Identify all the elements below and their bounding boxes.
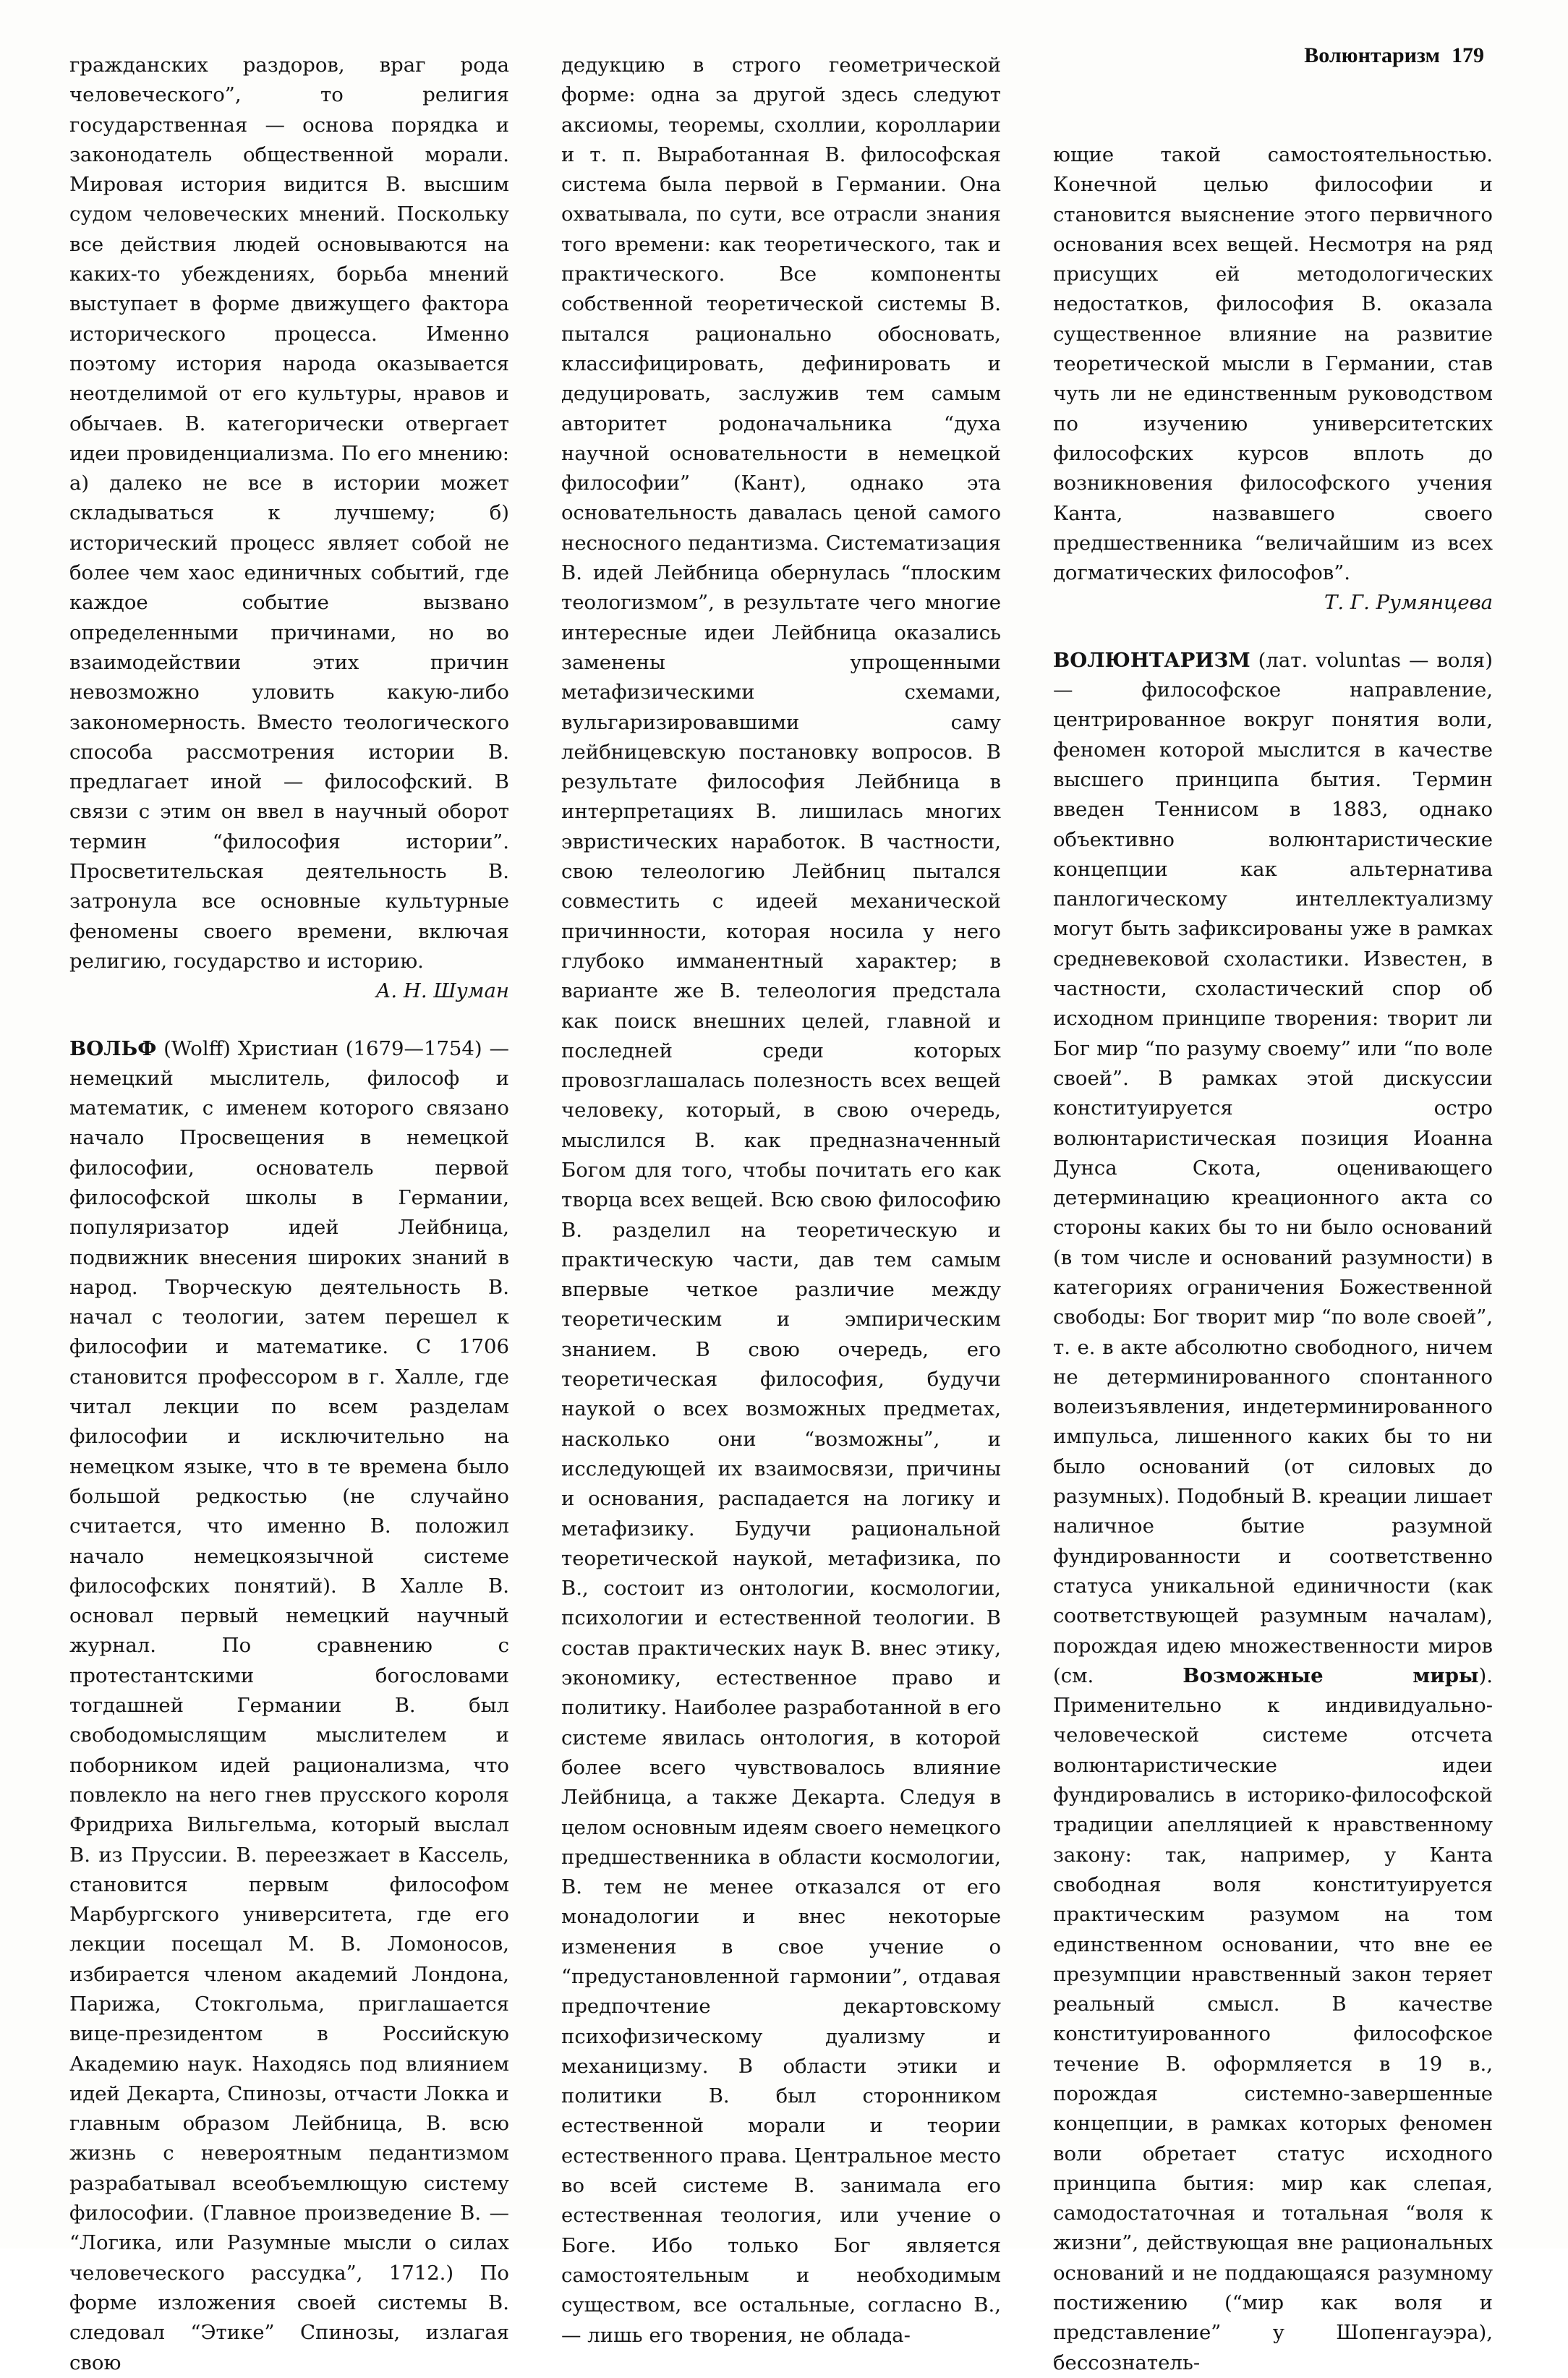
column-3 <box>1053 140 1493 2378</box>
entry-gap <box>69 1007 509 1034</box>
entry-text-continued: ). Применительно к индивидуально-человеческой системе отсчета волюнтаристические идеи фундировались в историко-философской традиции апелляцией к нравственному закону: так, например, у Канта свободная воля конституируется практическим разумом на том единственном основании, что вне ее презумпции нравственный закон теряет реальный смысл. В качестве конституированного философское течение В. оформляется в 19 в., порождая системно-завершенные концепции, в рамках которых феномен воли обретает статус исходного принципа бытия: мир как слепая, самодостаточная и тотальная “воля к жизни”, действующая вне рациональных оснований и не поддающаяся разумному постижению (“мир как воля и представление” у Шопенгауэра), бессознатель- <box>1053 1663 1493 2374</box>
entry-headword: ВОЛЮНТАРИЗМ <box>1053 648 1250 672</box>
entry-voluntarism <box>1053 646 1493 2378</box>
running-head <box>1304 43 1484 68</box>
paragraph-wolff-end: ющие такой самостоятельностью. Конечной целью философии и становится выяснение этого первичного основания всех вещей. Несмотря на ряд присущих ей методологических недостатков, философия В. оказала существенное влияние на развитие теоретической мысли в Германии, став чуть ли не единственным руководством по изучению университетских философских курсов вплоть до возникновения философского учения Канта, назвавшего своего предшественника “величайшим из всех догматических философов”. <box>1053 143 1493 585</box>
author-signature: Т. Г. Румянцева <box>1324 591 1493 615</box>
entry-text: (лат. voluntas — воля) — философское направление, центрированное вокруг понятия воли, феномен которой мыслится в качестве высшего принципа бытия. Термин введен Теннисом в 1883, однако объективно волюнтаристические концепции как альтернатива панлогическому интеллектуализму могут быть зафиксированы уже в рамках средневековой схоластики. Известен, в частности, схоластический спор об исходном принципе творения: творит ли Бог мир “по разуму своему” или “по воле своей”. В рамках этой дискуссии конституируется остро волюнтаристическая позиция Иоанна Дунса Скота, оценивающего детерминацию креационного акта со стороны каких бы то ни было оснований (в том числе и оснований разумности) в категориях ограничения Божественной свободы: Бог творит мир “по воле своей”, т. е. в акте абсолютно свободного, ничем не детерминированного спонтанного волеизъявления, индетерминированного импульса, лишенного каких бы то ни было оснований (от силовых до разумных). Подобный В. креации лишает наличное бытие разумной фундированности и соответственно статуса уникальной единичности (как соответствующей разумным началам), порождая идею множественности миров (см. <box>1053 648 1493 1687</box>
entry-wolff <box>69 1034 509 2378</box>
running-title: Волюнтаризм <box>1304 43 1440 67</box>
entry-text: (Wolff) Христиан (1679—1754) — немецкий мыслитель, философ и математик, с именем которого связано начало Просвещения в немецкой философии, основатель первой философской школы в Германии, популяризатор идей Лейбница, подвижник внесения широких знаний в народ. Творческую деятельность В. начал с теологии, затем перешел к философии и математике. С 1706 становится профессором в г. Халле, где читал лекции по всем разделам философии и исключительно на немецком языке, что в те времена было большой редкостью (не случайно считается, что именно В. положил начало немецкоязычной системе философских понятий). В Халле В. основал первый немецкий научный журнал. По сравнению с протестантскими богословами тогдашней Германии В. был свободомыслящим мыслителем и поборником идей рационализма, что повлекло на него гнев прусского короля Фридриха Вильгельма, который выслал В. из Пруссии. В. переезжает в Кассель, становится первым философом Марбургского университета, где его лекции посещал М. В. Ломоносов, избирается членом академий Лондона, Парижа, Стокгольма, приглашается вице-президентом в Российскую Академию наук. Находясь под влиянием идей Декарта, Спинозы, отчасти Локка и главным образом Лейбница, В. всю жизнь с невероятным педантизмом разрабатывал всеобъемлющую систему философии. (Главное произведение В. — “Логика, или Разумные мысли о силах человеческого рассудка”, 1712.) По форме изложения своей системы В. следовал “Этике” Спинозы, излагая свою <box>69 1036 509 2374</box>
cross-reference-link[interactable]: Возможные миры <box>1183 1663 1479 1687</box>
entry-headword: ВОЛЬФ <box>69 1036 157 1060</box>
paragraph-wolff-continued: дедукцию в строго геометрической форме: одна за другой здесь следуют аксиомы, теоремы, схоллии, королларии и т. п. Выработанная В. философская система была первой в Германии. Она охватывала, по сути, все отрасли знания того времени: как теоретического, так и практического. Все компоненты собственной теоретической системы В. пытался рационально обосновать, классифицировать, дефинировать и дедуцировать, заслужив тем самым авторитет родоначальника “духа научной основательности в немецкой философии” (Кант), однако эта основательность давалась ценой самого несносного педантизма. Систематизация В. идей Лейбница обернулась “плоским теологизмом”, в результате чего многие интересные идеи Лейбница оказались заменены упрощенными метафизическими схемами, вульгаризировавшими саму лейбницевскую постановку вопросов. В результате философия Лейбница в интерпретациях В. лишилась многих эвристических наработок. В частности, свою телеологию Лейбниц пытался совместить с идеей механической причинности, которая носила у него глубоко имманентный характер; в варианте же В. телеология предстала как поиск внешних целей, главной и последней среди которых провозглашалась полезность всех вещей человеку, который, в свою очередь, мыслился В. как предназначенный Богом для того, чтобы почитать его как творца всех вещей. Всю свою философию В. разделил на теоретическую и практическую части, дав тем самым впервые четкое различие между теоретическим и эмпирическим знанием. В свою очередь, его теоретическая философия, будучи наукой о всех возможных предметах, насколько они “возможны”, и исследующей их взаимосвязи, причины и основания, распадается на логику и метафизику. Будучи рациональной теоретической наукой, метафизика, по В., состоит из онтологии, космологии, психологии и естественной теологии. В состав практических наук В. внес этику, экономику, естественное право и политику. Наиболее разработанной в его системе явилась онтология, в которой более всего чувствовалось влияние Лейбница, а также Декарта. Следуя в целом основным идеям своего немецкого предшественника в области космологии, В. тем не менее отказался от его монадологии и внес некоторые изменения в свое учение о “предустановленной гармонии”, отдавая предпочтение декартовскому психофизическому дуализму и механицизму. В области этики и политики В. был сторонником естественной морали и теории естественного права. Центральное место во всей системе В. занимала его естественная теология, или учение о Боге. Ибо только Бог является самостоятельным и необходимым существом, все остальные, согласно В., — лишь его творения, не облада- <box>561 54 1001 2347</box>
column-1 <box>69 51 509 2378</box>
page-number: 179 <box>1452 43 1484 67</box>
entry-gap <box>1053 618 1493 646</box>
column-2 <box>561 51 1001 2351</box>
author-signature: А. Н. Шуман <box>375 979 509 1003</box>
paragraph-history-philosophy: гражданских раздоров, враг рода человеческого”, то религия государственная — основа порядка и законодатель общественной морали. Мировая история видится В. высшим судом человеческих мнений. Поскольку все действия людей основываются на каких-то убеждениях, борьба мнений выступает в форме движущего фактора исторического процесса. Именно поэтому история народа оказывается неотделимой от его культуры, нравов и обычаев. В. категорически отвергает идеи провиденциализма. По его мнению: а) далеко не все в истории может складываться к лучшему; б) исторический процесс являет собой не более чем хаос единичных событий, где каждое событие вызвано определенными причинами, но во взаимодействии этих причин невозможно уловить какую-либо закономерность. Вместо теологического способа рассмотрения истории В. предлагает иной — философский. В связи с этим он ввел в научный оборот термин “философия истории”. Просветительская деятельность В. затронула все основные культурные феномены своего времени, включая религию, государство и историю. <box>69 54 509 973</box>
